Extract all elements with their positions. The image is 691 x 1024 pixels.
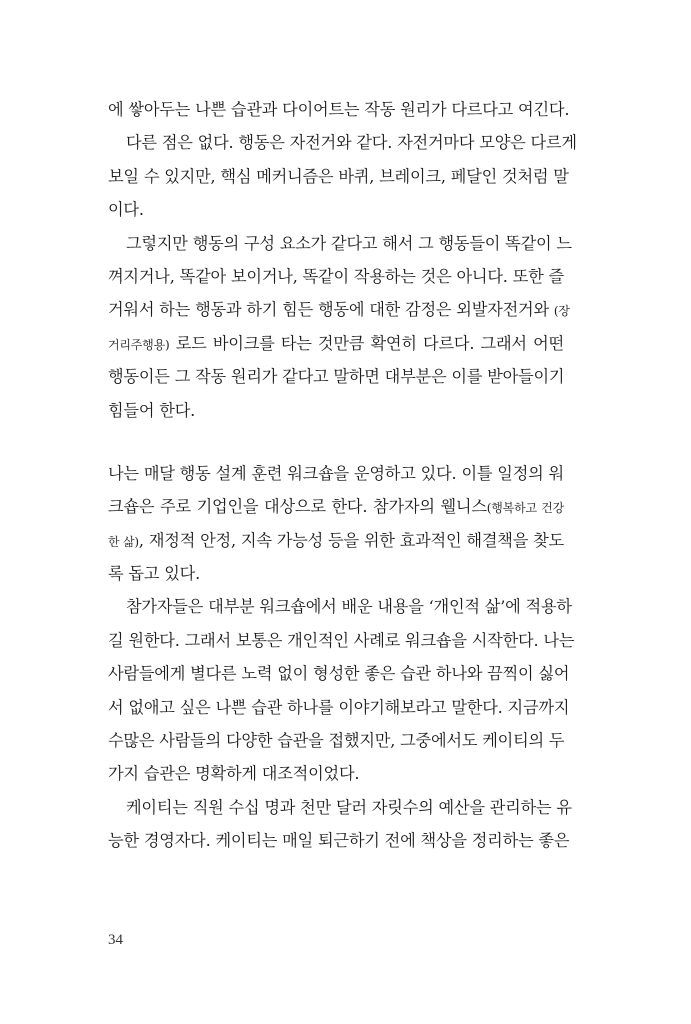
text-line: 행동이든 그 작동 원리가 같다고 말하면 대부분은 이를 받아들이기 — [108, 367, 565, 387]
text-line: 케이티는 직원 수십 명과 천만 달러 자릿수의 예산을 관리하는 유 — [126, 797, 572, 817]
text-line: 길 원한다. 그래서 보통은 개인적인 사례로 워크숍을 시작한다. 나는 — [108, 630, 575, 650]
text-line: 한 삶), 재정적 안정, 지속 가능성 등을 위한 효과적인 해결책을 찾도 — [108, 530, 564, 550]
text-line: 록 돕고 있다. — [108, 564, 201, 584]
text-line: 능한 경영자다. 케이티는 매일 퇴근하기 전에 책상을 정리하는 좋은 — [108, 831, 570, 851]
text-line: 거워서 하는 행동과 하기 힘든 행동에 대한 감정은 외발자전거와 (장 — [108, 300, 570, 320]
text-line: 거리주행용) 로드 바이크를 타는 것만큼 확연히 다르다. 그래서 어떤 — [108, 333, 564, 353]
text-line: 사람들에게 별다른 노력 없이 형성한 좋은 습관 하나와 끔찍이 싫어 — [108, 664, 570, 684]
annotation-text: (장 — [553, 304, 570, 319]
annotation-text: (행복하고 건강 — [486, 501, 565, 516]
text-line: 가지 습관은 명확하게 대조적이었다. — [108, 764, 360, 784]
text-line: 껴지거나, 똑같아 보이거나, 똑같이 작용하는 것은 아니다. 또한 즐 — [108, 266, 564, 286]
text-line: 나는 매달 행동 설계 훈련 워크숍을 운영하고 있다. 이틀 일정의 워 — [108, 463, 564, 483]
body-text — [108, 93, 577, 858]
text-line: 그렇지만 행동의 구성 요소가 같다고 해서 그 행동들이 똑같이 느 — [126, 233, 572, 253]
section-gap — [108, 427, 564, 457]
text-line: 참가자들은 대부분 워크숍에서 배운 내용을 ‘개인적 삶’에 적용하 — [126, 597, 572, 617]
text-line: 에 쌓아두는 나쁜 습관과 다이어트는 작동 원리가 다르다고 여긴다. — [108, 100, 570, 119]
page-number: 34 — [108, 932, 123, 948]
text-line: 힘들어 한다. — [108, 400, 196, 420]
text-line: 크숍은 주로 기업인을 대상으로 한다. 참가자의 웰니스(행복하고 건강 — [108, 497, 565, 517]
text-line: 이다. — [108, 200, 144, 220]
annotation-text: 거리주행용) — [108, 337, 170, 352]
text-line: 서 없애고 싶은 나쁜 습관 하나를 이야기해보라고 말한다. 지금까지 — [108, 697, 570, 717]
text-line: 다른 점은 없다. 행동은 자전거와 같다. 자전거마다 모양은 다르게 — [126, 133, 577, 153]
text-line: 보일 수 있지만, 핵심 메커니즘은 바퀴, 브레이크, 페달인 것처럼 말 — [108, 166, 569, 186]
annotation-text: 한 삶) — [108, 534, 139, 549]
text-line: 수많은 사람들의 다양한 습관을 접했지만, 그중에서도 케이티의 두 — [108, 731, 565, 751]
